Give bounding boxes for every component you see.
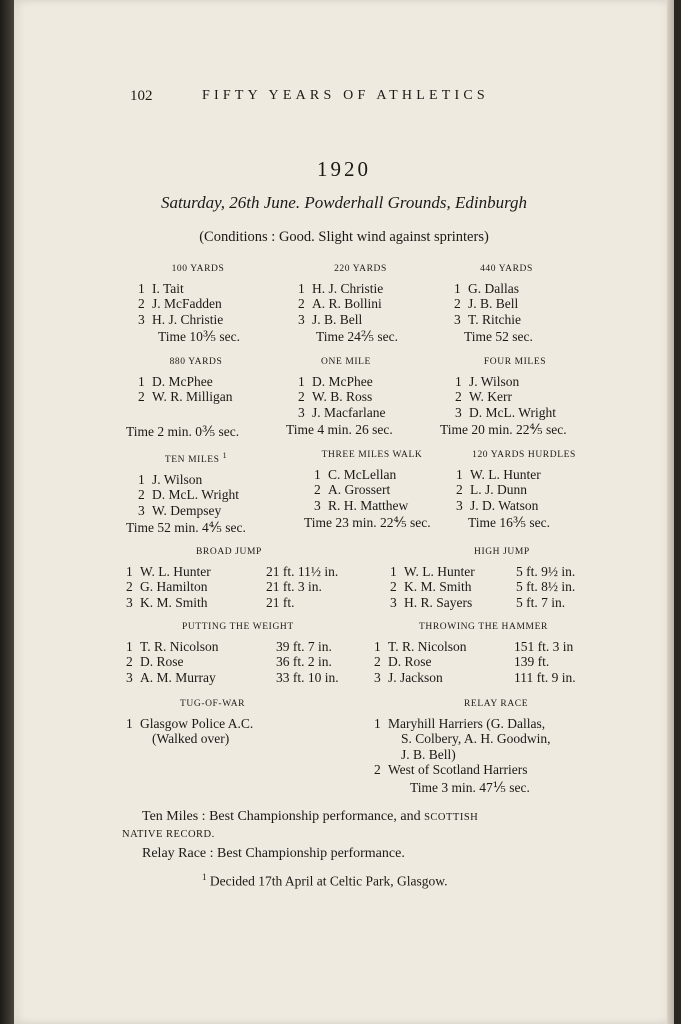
result-row: 1 W. L. Hunter 21 ft. 11½ in.	[126, 563, 339, 579]
result-row: 1 I. Tait	[138, 280, 184, 296]
event-time: Time 3 min. 47⅕ sec.	[410, 779, 530, 795]
result-row: 2 W. R. Milligan	[138, 389, 233, 404]
event-title: 120 YARDS HURDLES	[472, 450, 576, 460]
result-row-continued: J. B. Bell)	[401, 746, 456, 762]
event-title: BROAD JUMP	[196, 547, 262, 557]
event-100-yards	[138, 262, 258, 345]
event-time: Time 24⅖ sec.	[316, 329, 398, 344]
result-row: 1 D. McPhee	[298, 373, 373, 389]
note-ten-miles: Ten Miles : Best Championship performance, and SCOTTISH	[142, 809, 479, 824]
event-putting-the-weight	[126, 620, 339, 685]
event-440-yards	[454, 262, 559, 345]
result-row: 2 L. J. Dunn	[456, 482, 527, 497]
event-time: Time 52 min. 4⅘ sec.	[126, 520, 246, 536]
result-row: 1 G. Dallas	[454, 280, 519, 296]
book-spine	[0, 0, 14, 1024]
event-880-yards	[126, 355, 266, 439]
event-title: HIGH JUMP	[474, 547, 530, 557]
event-title: 220 YARDS	[334, 264, 387, 274]
page-number: 102	[130, 88, 153, 104]
page-edge	[667, 0, 674, 1024]
result-row: 1 C. McLellan	[314, 466, 397, 482]
event-220-yards	[298, 262, 423, 345]
event-title: FOUR MILES	[483, 357, 547, 367]
result-row: 1 H. J. Christie	[298, 280, 384, 296]
result-row: 2 W. Kerr	[455, 389, 512, 404]
result-row: 2 J. McFadden	[138, 296, 222, 311]
result-row: 2 A. Grossert	[314, 482, 391, 497]
result-row: 1 D. McPhee	[138, 373, 213, 389]
event-time: Time 2 min. 0⅗ sec.	[126, 423, 240, 439]
event-ten-miles	[126, 448, 266, 536]
result-row: 2 D. Rose 36 ft. 2 in.	[126, 654, 332, 669]
result-row: 1 J. Wilson	[455, 373, 520, 389]
footnote: $^1$ Decided 17th April at Celtic Park, Glasgow.	[202, 872, 448, 889]
result-row: 1 W. L. Hunter 5 ft. 9½ in.	[390, 563, 576, 579]
result-row: 3 K. M. Smith 21 ft.	[126, 594, 295, 610]
event-tug-of-war	[126, 697, 253, 747]
result-row: 3 T. Ritchie	[454, 311, 521, 327]
result-row: 3 J. Jackson 111 ft. 9 in.	[374, 669, 576, 685]
result-row: 3 A. M. Murray 33 ft. 10 in.	[126, 669, 339, 685]
result-row: 2 J. B. Bell	[454, 296, 519, 311]
event-time: Time 20 min. 22⅘ sec.	[440, 422, 567, 437]
event-title: 100 YARDS	[171, 264, 225, 274]
result-row: 2 G. Hamilton 21 ft. 3 in.	[126, 579, 322, 594]
result-row: 2 West of Scotland Harriers	[374, 762, 528, 777]
meeting-line: Saturday, 26th June. Powderhall Grounds, Edinburgh	[160, 193, 528, 212]
result-row: 2 D. Rose 139 ft.	[374, 654, 550, 669]
event-title: RELAY RACE	[464, 699, 529, 709]
event-title: TEN MILES $^1$	[164, 451, 228, 466]
result-row: 1 T. R. Nicolson 39 ft. 7 in.	[126, 638, 332, 654]
running-title: FIFTY YEARS OF ATHLETICS	[202, 88, 489, 103]
result-row: 3 J. Macfarlane	[298, 404, 386, 420]
event-title: THREE MILES WALK	[321, 450, 423, 460]
event-title: TUG-OF-WAR	[180, 699, 246, 709]
event-one-mile	[286, 355, 406, 438]
event-three-miles-walk	[292, 448, 452, 531]
result-row-continued: S. Colbery, A. H. Goodwin,	[401, 731, 551, 746]
event-time: Time 16⅗ sec.	[468, 515, 550, 530]
event-time: Time 4 min. 26 sec.	[286, 422, 393, 437]
event-relay-race	[374, 697, 551, 795]
result-row: 3 H. R. Sayers 5 ft. 7 in.	[390, 594, 566, 610]
result-row: 3 J. B. Bell	[298, 311, 363, 327]
event-time: Time 23 min. 22⅘ sec.	[304, 515, 431, 530]
result-row: 3 D. McL. Wright	[455, 404, 556, 420]
year-heading: 1920	[317, 157, 371, 181]
event-title: 440 YARDS	[480, 264, 533, 274]
event-title: THROWING THE HAMMER	[419, 622, 548, 632]
event-throwing-the-hammer	[374, 620, 576, 685]
result-row: 1 W. L. Hunter	[456, 466, 541, 482]
result-row-continued: (Walked over)	[152, 731, 230, 746]
result-row: 1 J. Wilson	[138, 471, 203, 487]
result-row: 2 W. B. Ross	[298, 389, 373, 404]
note-ten-miles-continued: NATIVE RECORD.	[122, 829, 215, 840]
result-row: 3 J. D. Watson	[456, 497, 539, 513]
note-relay-race: Relay Race : Best Championship performance.	[142, 846, 405, 861]
event-time: Time 52 sec.	[464, 329, 533, 344]
result-row: 3 W. Dempsey	[138, 502, 222, 518]
result-row: 2 D. McL. Wright	[138, 487, 239, 503]
result-row: 1 T. R. Nicolson 151 ft. 3 in	[374, 638, 574, 654]
result-row: 2 A. R. Bollini	[298, 296, 382, 311]
result-row: 3 R. H. Matthew	[314, 497, 409, 513]
event-title: ONE MILE	[321, 357, 371, 367]
footnote-marker: 1	[222, 451, 228, 460]
book-page	[14, 0, 674, 1024]
event-120-yards-hurdles	[454, 448, 594, 531]
event-broad-jump	[126, 545, 338, 610]
result-row: 1 Maryhill Harriers (G. Dallas,	[374, 715, 546, 731]
result-row: 3 H. J. Christie	[138, 311, 224, 327]
result-row: 1 Glasgow Police A.C.	[126, 715, 254, 731]
event-four-miles	[440, 355, 590, 438]
event-high-jump	[390, 545, 575, 610]
event-title: PUTTING THE WEIGHT	[182, 622, 294, 632]
event-title: 880 YARDS	[169, 357, 223, 367]
event-time: Time 10⅗ sec.	[158, 329, 240, 344]
result-row: 2 K. M. Smith 5 ft. 8½ in.	[390, 579, 576, 594]
conditions-line: (Conditions : Good. Slight wind against sprinters)	[199, 229, 489, 245]
